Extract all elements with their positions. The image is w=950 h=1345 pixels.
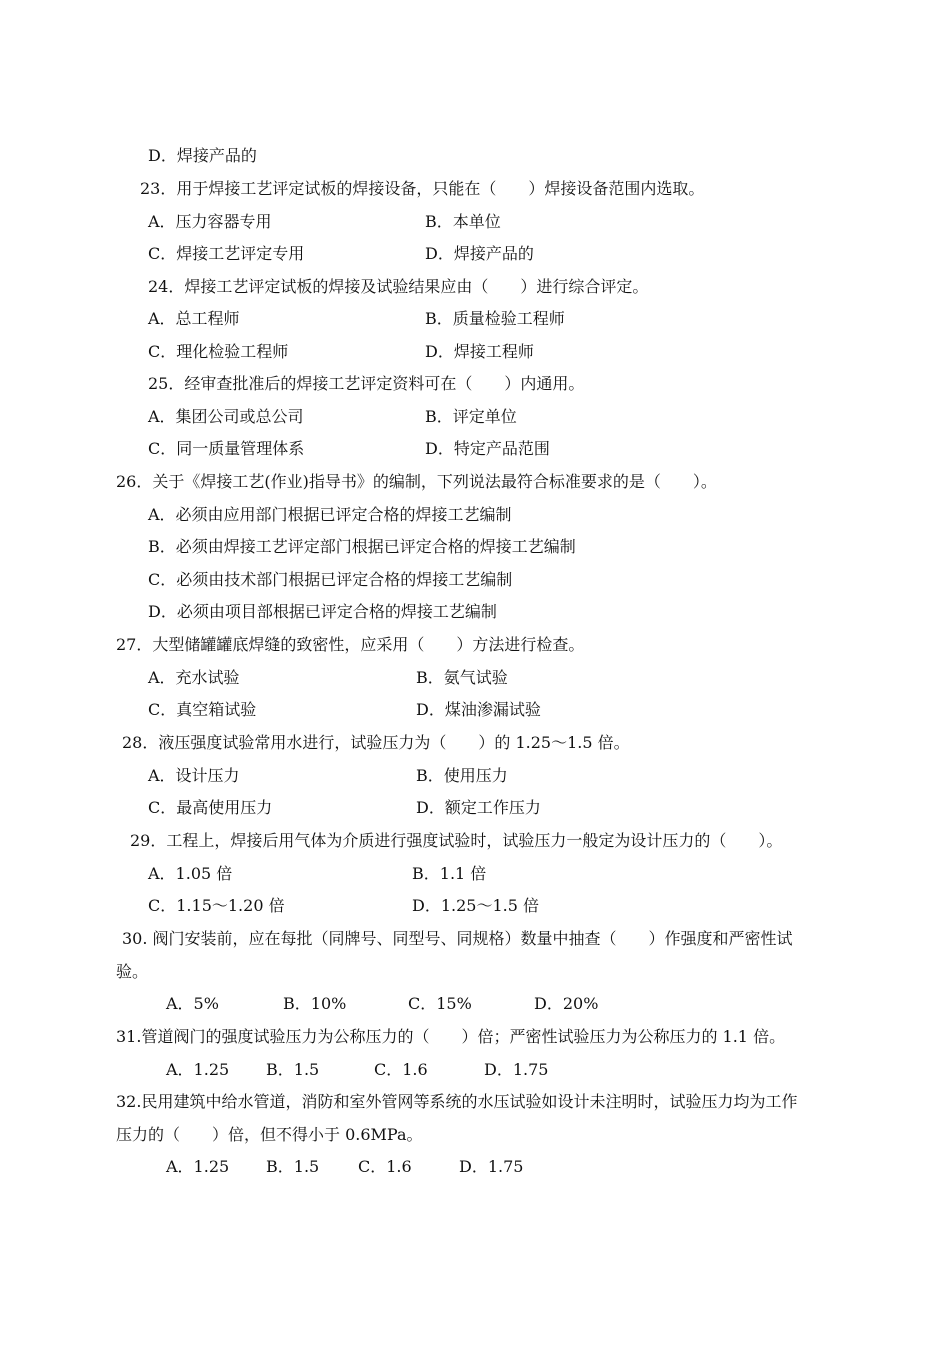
option-a: A．设计压力 (148, 766, 240, 785)
option-a: A．1.25 (166, 1060, 230, 1079)
option-b: B．质量检验工程师 (425, 309, 565, 328)
option-b: B．评定单位 (425, 407, 517, 426)
question-text: 23．用于焊接工艺评定试板的焊接设备，只能在（ ）焊接设备范围内选取。 (140, 179, 705, 198)
option-a: A．1.05 倍 (148, 864, 233, 883)
option-a: A．总工程师 (148, 309, 240, 328)
option-c: C．1.6 (358, 1157, 412, 1176)
option-b: B．10% (283, 994, 347, 1013)
option-c: C．1.6 (374, 1060, 428, 1079)
option-c: C．1.15～1.20 倍 (148, 896, 285, 915)
question-text: 32.民用建筑中给水管道，消防和室外管网等系统的水压试验如设计未注明时，试验压力均为工作 (116, 1092, 798, 1111)
option-b: B．1.1 倍 (412, 864, 487, 883)
option-b: B．本单位 (425, 212, 501, 231)
option-c: C．必须由技术部门根据已评定合格的焊接工艺编制 (148, 570, 513, 589)
question-text: 26．关于《焊接工艺(作业)指导书》的编制，下列说法最符合标准要求的是（ ）。 (116, 472, 717, 491)
option-a: A．必须由应用部门根据已评定合格的焊接工艺编制 (148, 505, 512, 524)
option-c: C．真空箱试验 (148, 700, 257, 719)
option-c: C．理化检验工程师 (148, 342, 289, 361)
option-c: C．同一质量管理体系 (148, 439, 305, 458)
option-d: D．1.75 (459, 1157, 524, 1176)
option-b: B．1.5 (266, 1060, 320, 1079)
option-c: C．焊接工艺评定专用 (148, 244, 305, 263)
option-c: C．最高使用压力 (148, 798, 273, 817)
option-a: A．充水试验 (148, 668, 240, 687)
option-d: D．额定工作压力 (416, 798, 541, 817)
option-a: A．压力容器专用 (148, 212, 272, 231)
option-d: D．必须由项目部根据已评定合格的焊接工艺编制 (148, 602, 497, 621)
option-c: C．15% (408, 994, 472, 1013)
question-text: 24．焊接工艺评定试板的焊接及试验结果应由（ ）进行综合评定。 (148, 277, 649, 296)
question-text: 31.管道阀门的强度试验压力为公称压力的（ ）倍；严密性试验压力为公称压力的 1.1 倍。 (116, 1027, 786, 1046)
option-d: D．20% (534, 994, 599, 1013)
question-text: 29．工程上，焊接后用气体为介质进行强度试验时，试验压力一般定为设计压力的（ ）。 (130, 831, 783, 850)
question-text: 验。 (116, 962, 149, 981)
question-text: 压力的（ ）倍，但不得小于 0.6MPa。 (116, 1125, 423, 1144)
option-d: D．1.25～1.5 倍 (412, 896, 539, 915)
option-a: A．集团公司或总公司 (148, 407, 304, 426)
question-text: 25．经审查批准后的焊接工艺评定资料可在（ ）内通用。 (148, 374, 585, 393)
question-text: 30. 阀门安装前，应在每批（同牌号、同型号、同规格）数量中抽查（ ）作强度和严密性试 (122, 929, 793, 948)
question-text: 28．液压强度试验常用水进行，试验压力为（ ）的 1.25～1.5 倍。 (122, 733, 630, 752)
option-b: B．必须由焊接工艺评定部门根据已评定合格的焊接工艺编制 (148, 537, 576, 556)
option-d: D．特定产品范围 (425, 439, 550, 458)
option-d: D．1.75 (484, 1060, 549, 1079)
option-a: A．1.25 (166, 1157, 230, 1176)
option-text: D．焊接产品的 (148, 146, 257, 165)
question-text: 27．大型储罐罐底焊缝的致密性，应采用（ ）方法进行检查。 (116, 635, 585, 654)
option-b: B．氨气试验 (416, 668, 508, 687)
option-d: D．焊接产品的 (425, 244, 534, 263)
option-d: D．焊接工程师 (425, 342, 534, 361)
option-d: D．煤油渗漏试验 (416, 700, 541, 719)
option-a: A．5% (166, 994, 219, 1013)
option-b: B．使用压力 (416, 766, 508, 785)
option-b: B．1.5 (266, 1157, 320, 1176)
